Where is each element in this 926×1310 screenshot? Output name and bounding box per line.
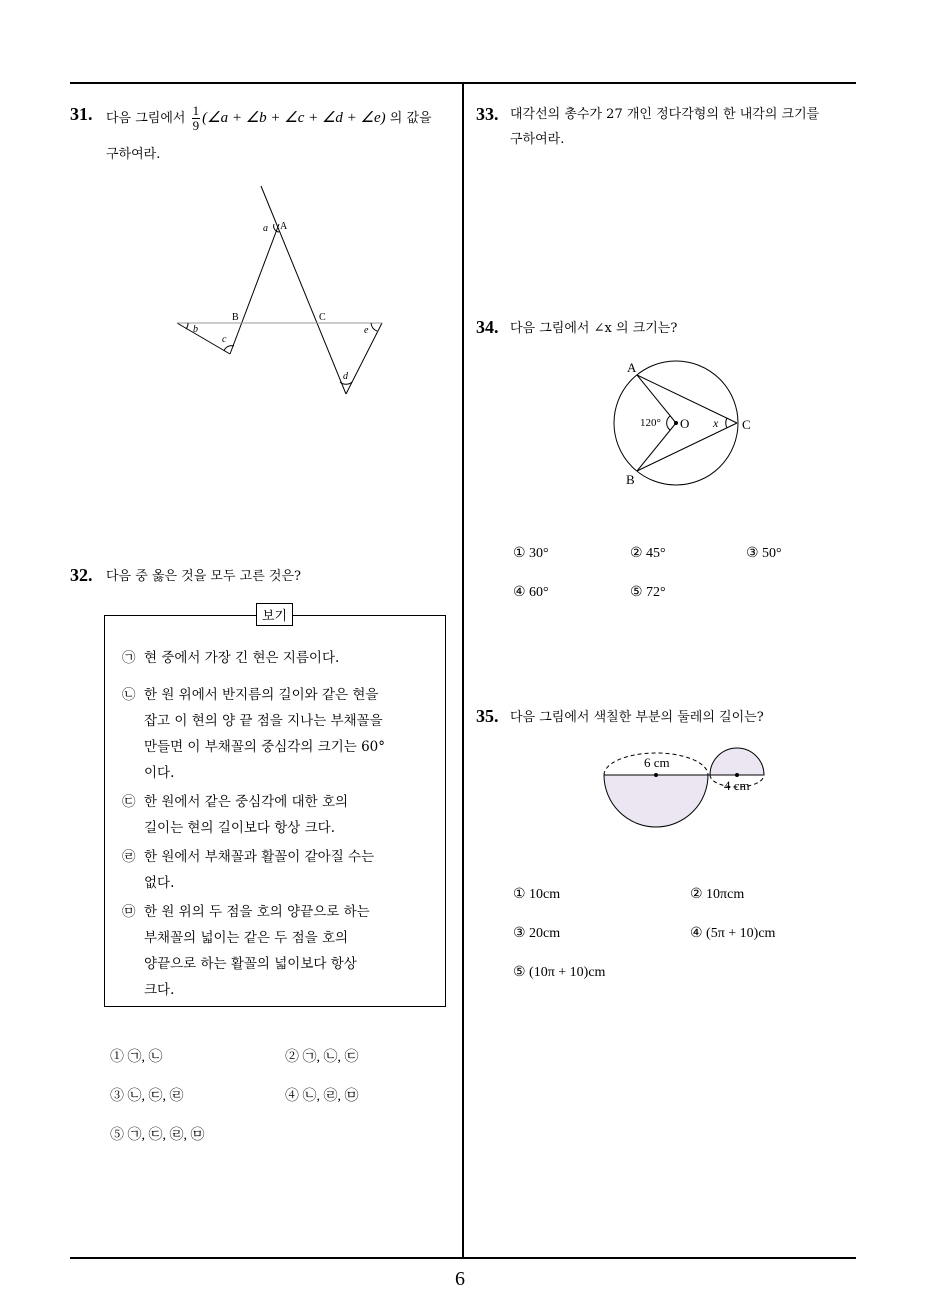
bogi-mark-2: ㉡ — [122, 687, 136, 703]
q35-choice-1[interactable]: ① 10cm — [513, 887, 561, 902]
q34-label-A: A — [627, 360, 637, 375]
bogi-item-4 — [122, 844, 432, 896]
q34-arc-x — [726, 418, 727, 428]
q32-choice-2[interactable]: ② ㉠, ㉡, ㉢ — [285, 1050, 359, 1065]
q31-line-ad — [261, 186, 346, 394]
q31-frac-den: 9 — [192, 118, 200, 133]
q34-label-B: B — [626, 472, 635, 487]
q31-label-b: b — [193, 324, 198, 335]
q34-label-O: O — [680, 416, 690, 431]
q35-figure — [595, 740, 775, 835]
q31-line-ac — [230, 224, 279, 354]
q31-text-suffix: 의 값을 — [389, 111, 432, 126]
q35-big-center — [654, 773, 658, 777]
q34-radius-oa — [637, 375, 676, 423]
bogi-mark-1: ㉠ — [122, 650, 136, 666]
q31-label-a: a — [263, 223, 268, 234]
bogi-line: 한 원에서 같은 중심각에 대한 호의 — [144, 794, 349, 810]
q33-number: 33. — [476, 104, 499, 124]
bogi-item-1 — [122, 645, 432, 671]
q31-label-A: A — [280, 221, 288, 232]
q31-label-B: B — [232, 312, 239, 323]
bogi-line: 크다. — [144, 982, 175, 998]
bogi-line: 길이는 현의 길이보다 항상 크다. — [144, 820, 335, 836]
q35-number: 35. — [476, 706, 499, 726]
q34-radius-ob — [637, 423, 676, 471]
q31-label-e: e — [364, 325, 369, 336]
q34-choice-5[interactable]: ⑤ 72° — [630, 585, 666, 600]
q31-label-d: d — [343, 371, 348, 382]
q34-center-dot — [674, 421, 678, 425]
q31-question-line2: 구하여라. — [106, 147, 161, 162]
q31-question — [106, 104, 456, 133]
q32-number: 32. — [70, 565, 93, 585]
q35-big-semicircle — [604, 775, 708, 827]
q33-line1: 대각선의 총수가 27 개인 정다각형의 한 내각의 크기를 — [510, 107, 820, 122]
q34-label-C: C — [742, 417, 751, 432]
q34-choice-2[interactable]: ② 45° — [630, 546, 666, 561]
bogi-mark-5: ㉤ — [122, 904, 136, 920]
q32-choice-5[interactable]: ⑤ ㉠, ㉢, ㉣, ㉤ — [110, 1128, 205, 1143]
q34-choice-3[interactable]: ③ 50° — [746, 546, 782, 561]
q35-choice-4[interactable]: ④ (5π + 10)cm — [690, 926, 776, 941]
q31-label-C: C — [319, 312, 326, 323]
bogi-line: 없다. — [144, 875, 175, 891]
q31-arc-e — [371, 323, 377, 331]
q34-choice-4[interactable]: ④ 60° — [513, 585, 549, 600]
q31-text-prefix: 다음 그림에서 — [106, 111, 186, 126]
q34-number: 34. — [476, 317, 499, 337]
bogi-mark-3: ㉢ — [122, 794, 136, 810]
q34-figure — [600, 356, 760, 491]
q31-frac-num: 1 — [192, 103, 200, 118]
bogi-line: 한 원 위에서 반지름의 길이와 같은 현을 — [144, 687, 379, 703]
q32-choice-3[interactable]: ③ ㉡, ㉢, ㉣ — [110, 1089, 184, 1104]
bogi-line: 부채꼴의 넓이는 같은 두 점을 호의 — [144, 930, 349, 946]
bogi-title: 보기 — [256, 603, 293, 626]
q34-question: 다음 그림에서 ∠x 의 크기는? — [510, 321, 678, 336]
q34-label-120: 120° — [640, 417, 661, 429]
q31-number: 31. — [70, 104, 93, 124]
q32-choice-1[interactable]: ① ㉠, ㉡ — [110, 1050, 163, 1065]
q34-arc-120 — [667, 416, 670, 430]
q32-question: 다음 중 옳은 것을 모두 고른 것은? — [106, 569, 302, 584]
bogi-item-5 — [122, 899, 432, 1003]
page-number: 6 — [455, 1268, 465, 1290]
q31-figure — [160, 180, 400, 410]
q31-arc-b — [186, 323, 188, 329]
q31-expression: (∠a + ∠b + ∠c + ∠d + ∠e) — [202, 110, 386, 126]
q35-question: 다음 그림에서 색칠한 부분의 둘레의 길이는? — [510, 710, 764, 725]
q35-choice-2[interactable]: ② 10πcm — [690, 887, 745, 902]
q33-line2: 구하여라. — [510, 132, 565, 147]
q35-small-center — [735, 773, 739, 777]
bottom-rule — [70, 1257, 856, 1259]
bogi-item-2 — [122, 682, 432, 786]
column-divider — [462, 82, 464, 1258]
q34-label-x: x — [713, 416, 719, 430]
bogi-line: 현 중에서 가장 긴 현은 지름이다. — [144, 650, 340, 666]
bogi-line: 이다. — [144, 765, 175, 781]
q35-choice-3[interactable]: ③ 20cm — [513, 926, 561, 941]
q31-fraction — [192, 104, 201, 133]
q32-choice-4[interactable]: ④ ㉡, ㉣, ㉤ — [285, 1089, 359, 1104]
bogi-line: 한 원 위의 두 점을 호의 양끝으로 하는 — [144, 904, 370, 920]
q35-small-semicircle — [710, 748, 764, 775]
bogi-line: 만들면 이 부채꼴의 중심각의 크기는 60° — [144, 739, 385, 755]
q35-label-4cm: 4 cm — [724, 778, 750, 793]
bogi-line: 한 원에서 부채꼴과 활꼴이 같아질 수는 — [144, 849, 375, 865]
q31-label-c: c — [222, 334, 227, 345]
q35-choice-5[interactable]: ⑤ (10π + 10)cm — [513, 965, 606, 980]
bogi-line: 잡고 이 현의 양 끝 점을 지나는 부채꼴을 — [144, 713, 383, 729]
bogi-line: 양끝으로 하는 활꼴의 넓이보다 항상 — [144, 956, 357, 972]
q35-label-6cm: 6 cm — [644, 755, 670, 770]
bogi-item-3 — [122, 789, 432, 841]
bogi-mark-4: ㉣ — [122, 849, 136, 865]
q34-choice-1[interactable]: ① 30° — [513, 546, 549, 561]
